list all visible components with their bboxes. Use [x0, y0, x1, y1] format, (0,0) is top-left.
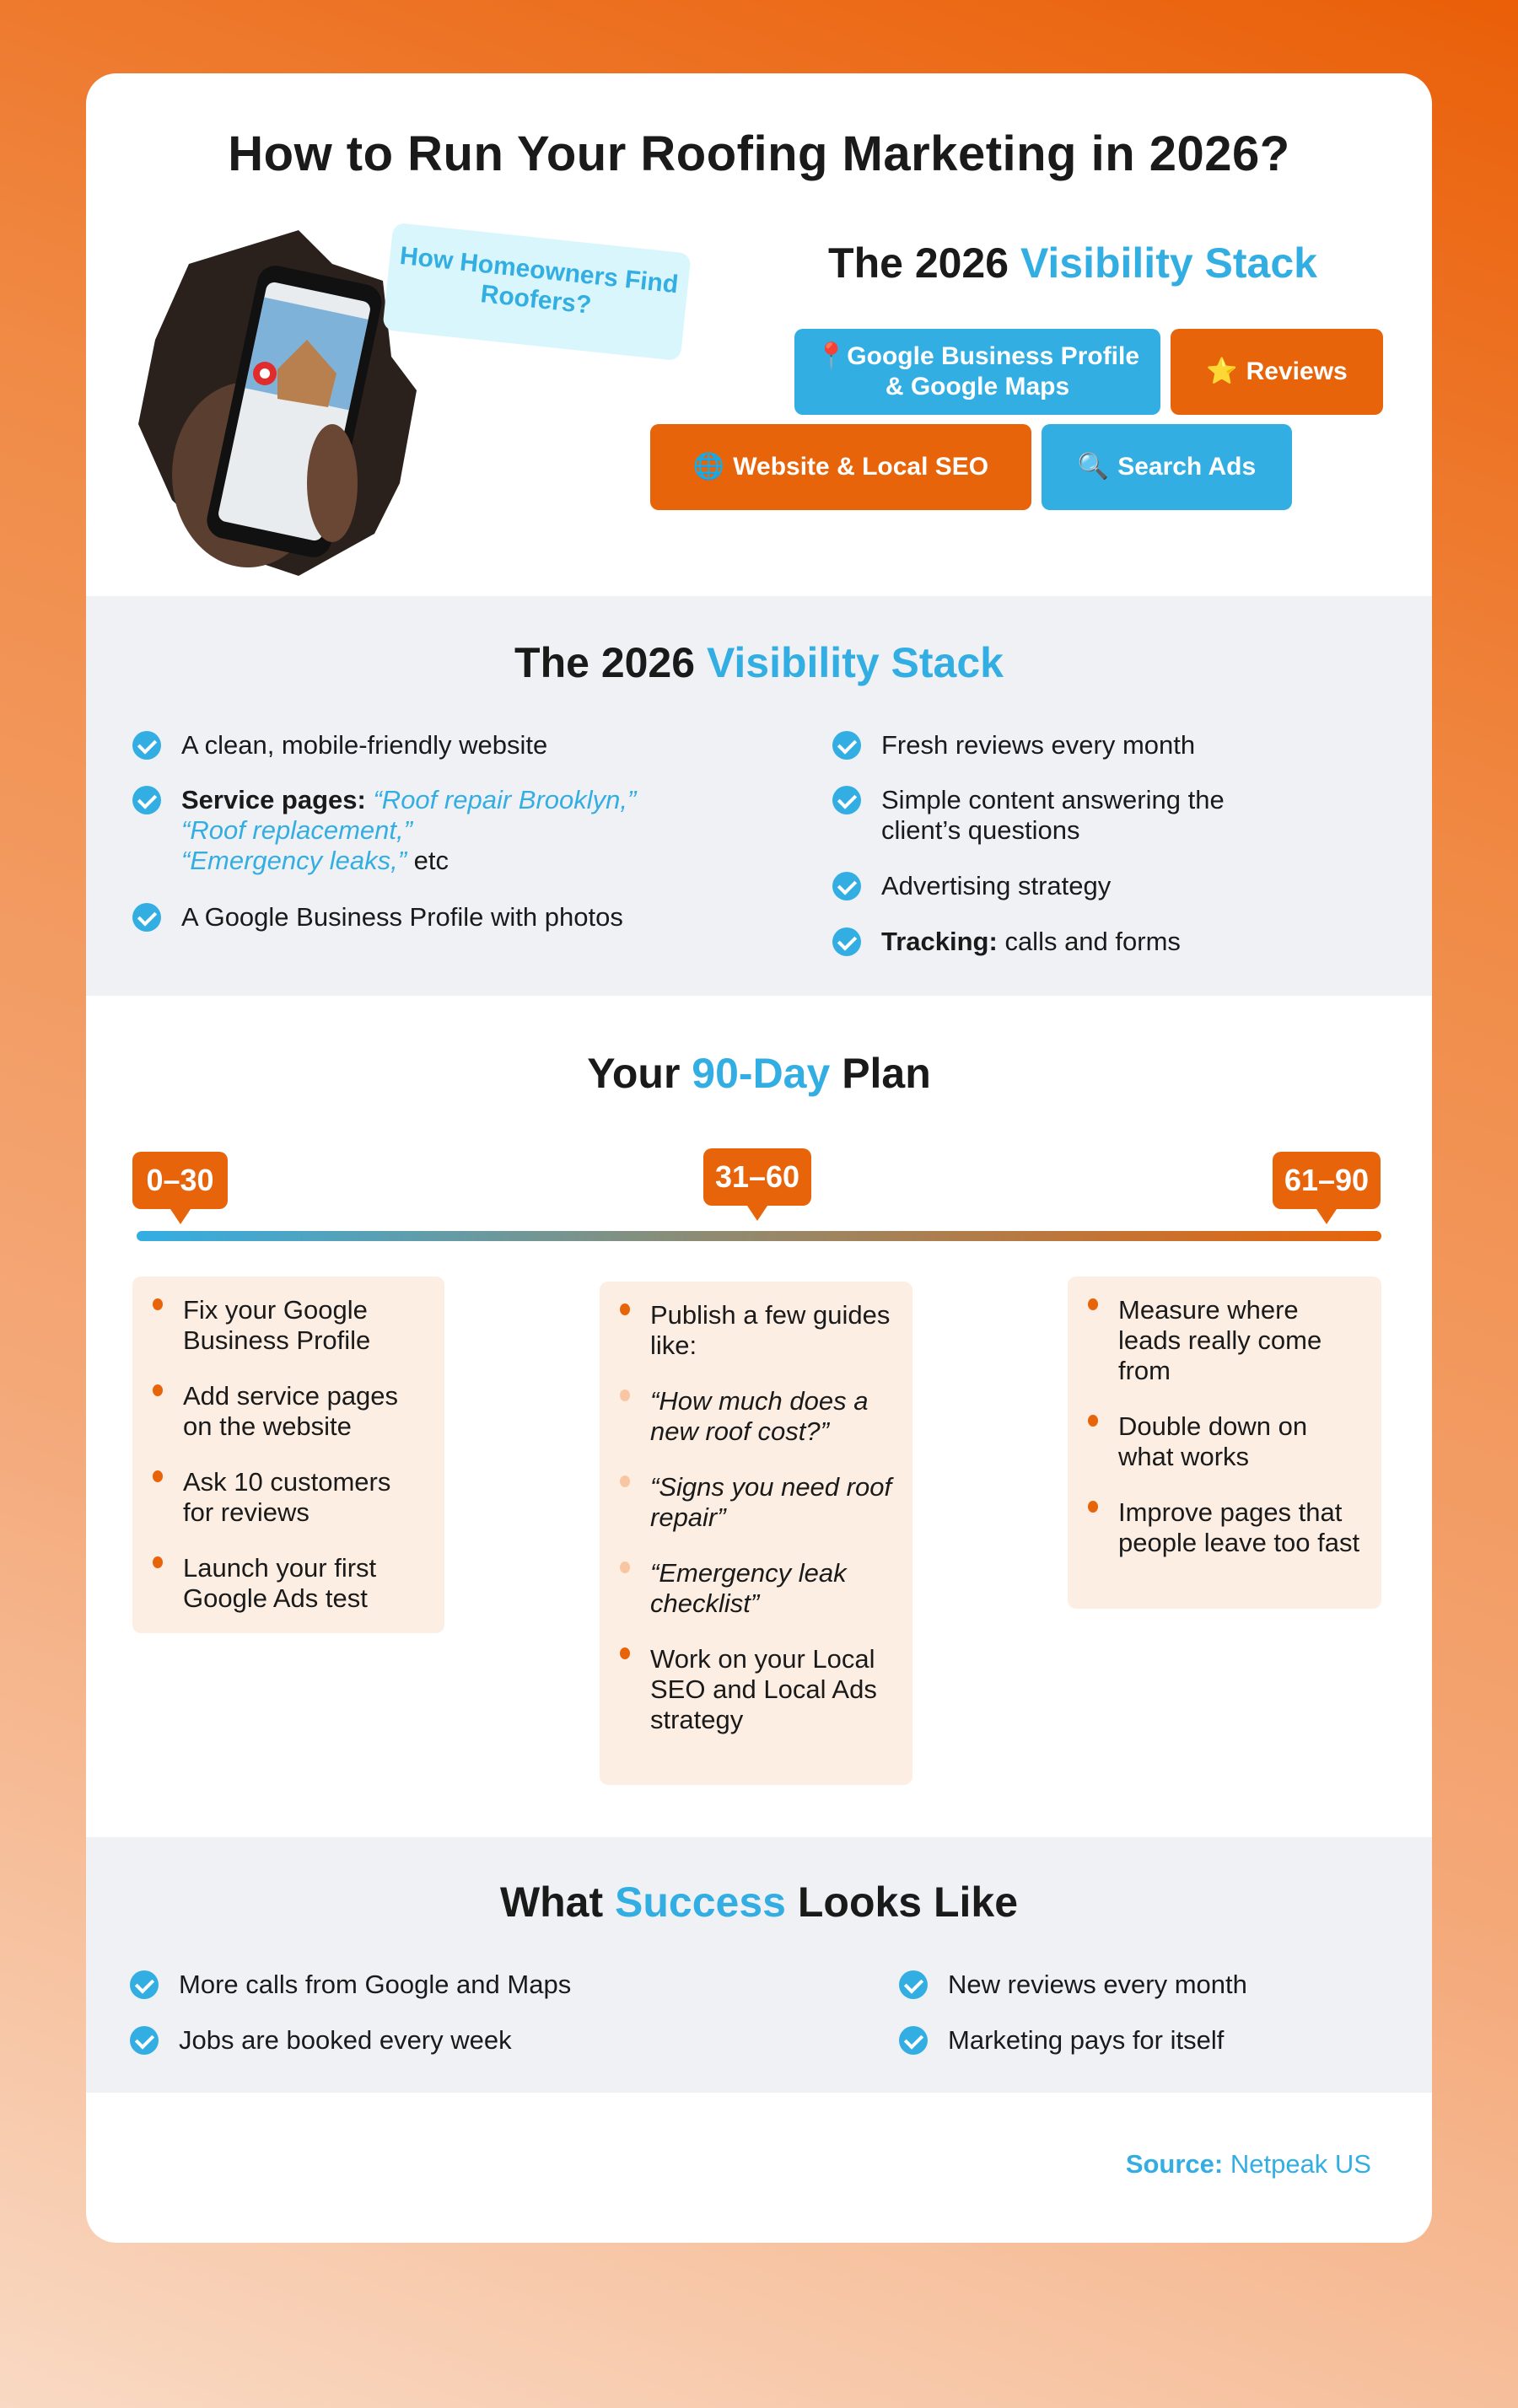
- check-icon: [899, 2026, 928, 2055]
- list-item: Advertising strategy: [832, 871, 1111, 901]
- source-credit: Source: Netpeak US: [1125, 2149, 1371, 2179]
- phase-box-61-90: Measure where leads really come from Double down on what works Improve pages that people leave too fast: [1068, 1277, 1381, 1609]
- check-icon: [132, 786, 161, 814]
- google-business-profile-button[interactable]: 📍Google Business Profile & Google Maps: [794, 329, 1160, 415]
- stack-heading: The 2026 Visibility Stack: [514, 639, 1004, 686]
- list-item: A clean, mobile-friendly website: [132, 730, 547, 761]
- list-item: More calls from Google and Maps: [130, 1970, 571, 2000]
- infographic-card: [86, 73, 1432, 2243]
- check-icon: [132, 731, 161, 760]
- check-icon: [832, 927, 861, 956]
- stack-heading-hero: The 2026 Visibility Stack: [828, 239, 1317, 287]
- phase-tag-31-60: 31–60: [703, 1148, 811, 1206]
- speech-bubble: How Homeowners Find Roofers?: [382, 223, 691, 361]
- check-icon: [899, 1970, 928, 1999]
- list-item: Fresh reviews every month: [832, 730, 1195, 761]
- website-local-seo-button[interactable]: 🌐 Website & Local SEO: [650, 424, 1031, 510]
- list-item: Jobs are booked every week: [130, 2025, 512, 2056]
- success-section: [86, 1837, 1432, 2093]
- list-item: Service pages: “Roof repair Brooklyn,” “Roof replacement,” “Emergency leaks,” etc: [132, 785, 723, 876]
- check-icon: [832, 872, 861, 900]
- search-ads-button[interactable]: 🔍 Search Ads: [1042, 424, 1292, 510]
- list-item: Tracking: calls and forms: [832, 927, 1181, 957]
- list-item: Marketing pays for itself: [899, 2025, 1224, 2056]
- check-icon: [832, 786, 861, 814]
- star-icon: ⭐: [1206, 357, 1238, 385]
- list-item: Simple content answering the client’s questions: [832, 785, 1229, 846]
- phase-box-31-60: Publish a few guides like: “How much does a new roof cost?” “Signs you need roof repair” “Emergency leak checklist” Work on your Local SEO and Local Ads strategy: [600, 1282, 912, 1785]
- check-icon: [130, 2026, 159, 2055]
- globe-icon: 🌐: [692, 453, 725, 481]
- phase-box-0-30: Fix your Google Business Profile Add service pages on the website Ask 10 customers for reviews Launch your first Google Ads test: [132, 1277, 444, 1633]
- check-icon: [130, 1970, 159, 1999]
- reviews-button[interactable]: ⭐ Reviews: [1171, 329, 1383, 415]
- timeline-bar: [137, 1231, 1381, 1241]
- phase-tag-0-30: 0–30: [132, 1152, 228, 1209]
- visibility-stack-section: [86, 596, 1432, 996]
- magnifier-icon: 🔍: [1077, 453, 1110, 481]
- success-heading: What Success Looks Like: [499, 1879, 1019, 1926]
- list-item: A Google Business Profile with photos: [132, 902, 623, 933]
- list-item: New reviews every month: [899, 1970, 1247, 2000]
- pin-icon: 📍: [815, 342, 848, 370]
- phase-tag-61-90: 61–90: [1273, 1152, 1381, 1209]
- check-icon: [132, 903, 161, 932]
- check-icon: [832, 731, 861, 760]
- plan-heading: Your 90-Day Plan: [587, 1050, 931, 1097]
- page-title: How to Run Your Roofing Marketing in 2026?: [228, 126, 1290, 181]
